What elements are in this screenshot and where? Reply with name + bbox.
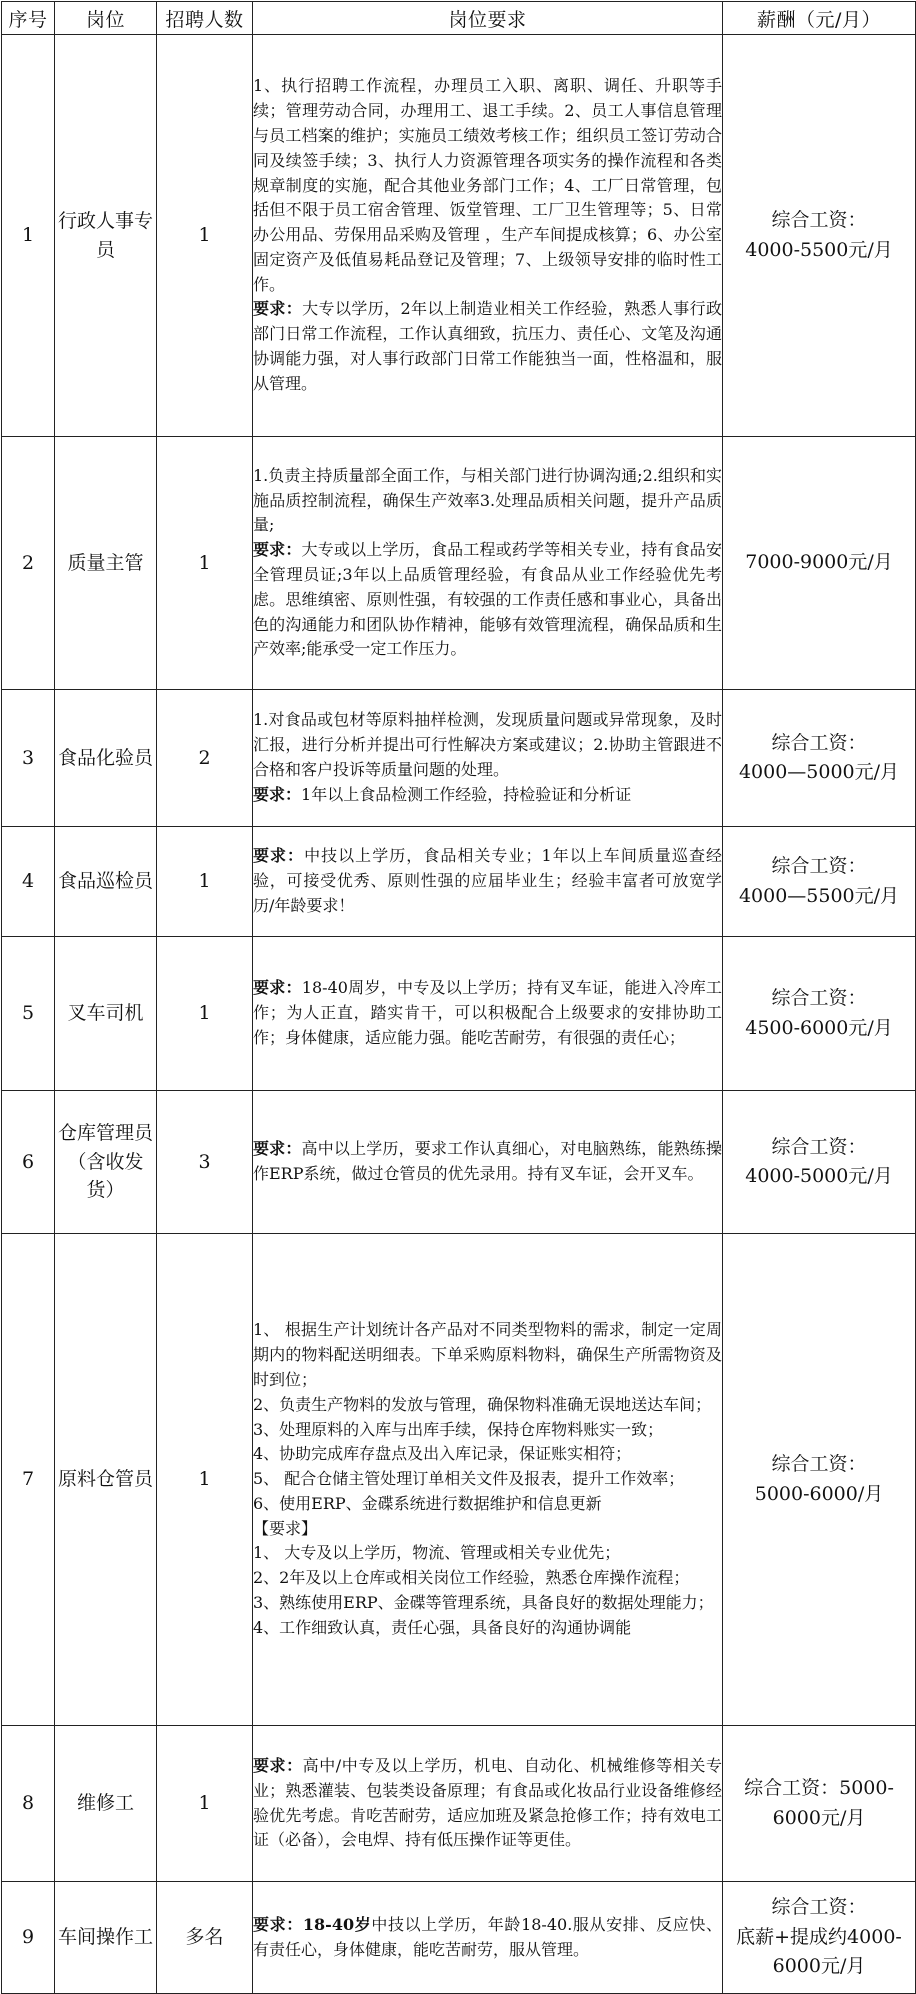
table-row xyxy=(2,1882,916,1994)
headcount: 1 xyxy=(157,1726,253,1882)
requirement-text: 18-40周岁，中专及以上学历；持有叉车证，能进入冷库工作；为人正直，踏实肯干，可以积极配合上级要求的安排协助工作；身体健康，适应能力强。能吃苦耐劳，有很强的责任心； xyxy=(253,978,722,1047)
salary-value: 5000-6000/月 xyxy=(754,1482,884,1505)
salary-value: 6000元/月 xyxy=(772,1806,866,1829)
requirement-age: 18-40岁 xyxy=(302,1914,372,1934)
requirement-label: 要求： xyxy=(253,540,302,560)
job-requirement xyxy=(253,976,722,1050)
salary-cell xyxy=(723,1091,916,1234)
salary-label: 综合工资： xyxy=(771,1453,867,1476)
position-name: 叉车司机 xyxy=(55,937,157,1091)
position-name: 维修工 xyxy=(55,1726,157,1882)
salary-cell xyxy=(723,1726,916,1882)
job-duties: 1、 根据生产计划统计各产品对不同类型物料的需求，制定一定周期内的物料配送明细表。下单采购原料物料，确保生产所需物资及时到位； 2、负责生产物料的发放与管理，确保物料准确无误地送达车间； 3、处理原料的入库与出库手续，保持仓库物料账实一致； 4、协助完成库存盘点及出入库记录，保证账实相符； 5、 配合仓储主管处理订单相关文件及报表，提升工作效率； 6、使用ERP、金碟系统进行数据维护和信息更新 【要求】 1、 大专及以上学历，物流、管理或相关专业优先； 2、2年及以上仓库或相关岗位工作经验，熟悉仓库操作流程； 3、熟练使用ERP、金碟等管理系统，具备良好的数据处理能力； 4、工作细致认真，责任心强，具备良好的沟通协调能 xyxy=(253,1320,722,1637)
requirement-text: 1年以上食品检测工作经验，持检验证和分析证 xyxy=(301,784,632,804)
requirements-cell xyxy=(253,1726,723,1882)
row-number: 5 xyxy=(2,937,55,1091)
salary-cell xyxy=(723,937,916,1091)
job-duties: 1.负责主持质量部全面工作，与相关部门进行协调沟通;2.组织和实施品质控制流程，确保生产效率3.处理品质相关问题，提升产品质量; xyxy=(253,465,722,535)
row-number: 7 xyxy=(2,1234,55,1726)
job-requirement xyxy=(253,538,722,662)
requirements-cell xyxy=(253,827,723,937)
table-row xyxy=(2,35,916,437)
requirement-label: 要求： xyxy=(253,784,302,804)
requirement-label: 要求： xyxy=(253,846,305,866)
salary-cell xyxy=(723,1882,916,1994)
table-row xyxy=(2,1234,916,1726)
salary-cell xyxy=(723,437,916,690)
salary-value: 4500-6000元/月 xyxy=(745,1016,893,1039)
salary-label: 综合工资： xyxy=(771,855,867,878)
requirement-text: 大专或以上学历，食品工程或药学等相关专业，持有食品安全管理员证;3年以上品质管理经验，有食品从业工作经验优先考虑。思维缜密、原则性强，有较强的工作责任感和事业心，具备出色的沟通能力和团队协作精神，能够有效管理流程，确保品质和生产效率;能承受一定工作压力。 xyxy=(253,540,722,659)
headcount: 2 xyxy=(157,690,253,827)
position-name: 质量主管 xyxy=(55,437,157,690)
recruitment-table xyxy=(1,1,916,1994)
table-row xyxy=(2,437,916,690)
salary-cell xyxy=(723,35,916,437)
row-number: 3 xyxy=(2,690,55,827)
salary-label: 综合工资： xyxy=(771,209,867,232)
headcount: 1 xyxy=(157,937,253,1091)
salary-value: 4000—5000元/月 xyxy=(738,761,900,783)
table-row xyxy=(2,937,916,1091)
header-requirements: 岗位要求 xyxy=(253,2,723,35)
requirement-text: 高中/中专及以上学历，机电、自动化、机械维修等相关专业；熟悉灌装、包装类设备原理；有食品或化妆品行业设备维修经验优先考虑。肯吃苦耐劳，适应加班及紧急抢修工作；持有效电工证（必备），会电焊、持有低压操作证等更佳。 xyxy=(253,1755,722,1850)
salary-label: 综合工资： xyxy=(771,1896,867,1919)
position-name: 原料仓管员 xyxy=(55,1234,157,1726)
salary-value: 4000-5000元/月 xyxy=(745,1165,893,1187)
requirements-cell xyxy=(253,437,723,690)
salary-cell xyxy=(723,1234,916,1726)
position-name: 仓库管理员（含收发货） xyxy=(55,1091,157,1234)
job-requirement xyxy=(253,1913,722,1963)
salary-value: 底薪+提成约4000-6000元/月 xyxy=(736,1925,902,1978)
salary-label: 综合工资： xyxy=(771,731,867,754)
requirements-cell xyxy=(253,690,723,827)
requirements-cell xyxy=(253,1091,723,1234)
job-duties: 1、执行招聘工作流程，办理员工入职、离职、调任、升职等手续；管理劳动合同，办理用工、退工手续。2、员工人事信息管理与员工档案的维护；实施员工绩效考核工作；组织员工签订劳动合同及续签手续；3、执行人力资源管理各项实务的操作流程和各类规章制度的实施，配合其他业务部门工作；4、工厂日常管理，包括但不限于员工宿舍管理、饭堂管理、工厂卫生管理等；5、日常办公用品、劳保用品采购及管理 ，生产车间提成核算；6、办公室固定资产及低值易耗品登记及管理；7、上级领导安排的临时性工作。 xyxy=(253,76,722,294)
headcount: 多名 xyxy=(157,1882,253,1994)
position-name: 行政人事专员 xyxy=(55,35,157,437)
requirements-cell xyxy=(253,1234,723,1726)
table-header-row xyxy=(2,2,916,35)
headcount: 1 xyxy=(157,1234,253,1726)
row-number: 2 xyxy=(2,437,55,690)
requirement-label: 要求： xyxy=(253,1139,302,1159)
table-row xyxy=(2,1091,916,1234)
job-duties: 1.对食品或包材等原料抽样检测，发现质量问题或异常现象，及时汇报，进行分析并提出可行性解决方案或建议；2.协助主管跟进不合格和客户投诉等质量问题的处理。 xyxy=(253,710,722,779)
salary-value: 4000-5500元/月 xyxy=(745,238,893,261)
row-number: 6 xyxy=(2,1091,55,1234)
requirement-text: 中技以上学历，食品相关专业；1年以上车间质量巡查经验，可接受优秀、原则性强的应届毕业生；经验丰富者可放宽学历/年龄要求！ xyxy=(253,846,722,915)
salary-value: 4000—5500元/月 xyxy=(738,884,900,907)
salary-label: 综合工资： xyxy=(771,1135,867,1158)
table-row xyxy=(2,1726,916,1882)
row-number: 8 xyxy=(2,1726,55,1882)
row-number: 1 xyxy=(2,35,55,437)
row-number: 4 xyxy=(2,827,55,937)
job-requirement xyxy=(253,297,722,396)
headcount: 1 xyxy=(157,35,253,437)
salary-label: 综合工资：5000- xyxy=(744,1777,894,1800)
requirement-label: 要求： xyxy=(253,1755,303,1775)
requirement-text: 中技以上学历，年龄18-40.服从安排、反应快、有责任心，身体健康，能吃苦耐劳，服从管理。 xyxy=(253,1914,722,1959)
job-requirement xyxy=(253,844,722,918)
requirements-cell xyxy=(253,1882,723,1994)
salary-cell xyxy=(723,827,916,937)
position-name: 车间操作工 xyxy=(55,1882,157,1994)
position-name: 食品化验员 xyxy=(55,690,157,827)
table-row xyxy=(2,827,916,937)
job-requirement xyxy=(253,783,722,808)
header-no: 序号 xyxy=(2,2,55,35)
requirement-text: 高中以上学历，要求工作认真细心，对电脑熟练，能熟练操作ERP系统，做过仓管员的优先录用。持有叉车证，会开叉车。 xyxy=(253,1139,722,1183)
requirement-text: 大专以学历，2年以上制造业相关工作经验，熟悉人事行政部门日常工作流程，工作认真细致，抗压力、责任心、文笔及沟通协调能力强，对人事行政部门日常工作能独当一面，性格温和，服从管理。 xyxy=(253,299,722,393)
header-headcount: 招聘人数 xyxy=(157,2,253,35)
job-requirement xyxy=(253,1754,722,1853)
position-name: 食品巡检员 xyxy=(55,827,157,937)
header-salary: 薪酬（元/月） xyxy=(723,2,916,35)
row-number: 9 xyxy=(2,1882,55,1994)
headcount: 1 xyxy=(157,827,253,937)
salary-cell xyxy=(723,690,916,827)
requirements-cell xyxy=(253,35,723,437)
salary-value: 7000-9000元/月 xyxy=(745,551,893,574)
table-row xyxy=(2,690,916,827)
salary-label: 综合工资： xyxy=(771,987,867,1010)
headcount: 1 xyxy=(157,437,253,690)
requirement-label: 要求： xyxy=(253,299,303,319)
requirements-cell xyxy=(253,937,723,1091)
requirement-label: 要求： xyxy=(253,978,302,998)
header-position: 岗位 xyxy=(55,2,157,35)
requirement-label: 要求： xyxy=(253,1914,303,1934)
job-requirement xyxy=(253,1137,722,1187)
headcount: 3 xyxy=(157,1091,253,1234)
